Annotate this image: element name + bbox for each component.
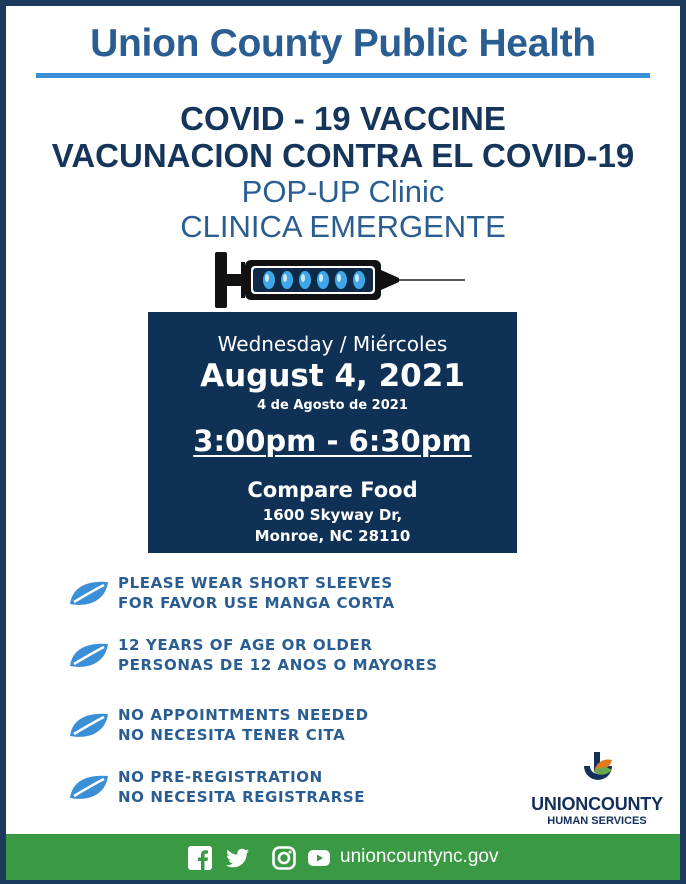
note-english: NO PRE-REGISTRATION — [118, 768, 323, 786]
note-item — [68, 766, 508, 810]
headline-spanish: VACUNACION CONTRA EL COVID-19 — [51, 137, 635, 174]
event-address-line2: Monroe, NC 28110 — [254, 527, 411, 545]
event-day: Wednesday / Miércoles — [217, 332, 448, 356]
instagram-icon[interactable] — [272, 846, 296, 870]
subheadline-english: POP-UP Clinic — [241, 174, 445, 209]
syringe-icon — [213, 248, 469, 312]
note-item — [68, 634, 508, 678]
event-time: 3:00pm - 6:30pm — [193, 424, 472, 458]
event-details-box — [148, 312, 517, 553]
logo-name-part2: COUNTY — [588, 794, 663, 814]
leaf-bullet-icon — [68, 640, 110, 670]
union-county-emblem-icon — [580, 752, 616, 792]
event-date-spanish: 4 de Agosto de 2021 — [257, 398, 408, 413]
leaf-bullet-icon — [68, 578, 110, 608]
youtube-icon[interactable] — [308, 848, 330, 868]
logo-wordmark — [518, 794, 676, 815]
note-item — [68, 704, 508, 748]
logo-subtitle: HUMAN SERVICES — [547, 815, 647, 827]
union-county-logo — [518, 748, 676, 832]
note-spanish: FOR FAVOR USE MANGA CORTA — [118, 594, 395, 612]
event-location-name: Compare Food — [247, 478, 418, 502]
note-english: 12 YEARS OF AGE OR OLDER — [118, 636, 373, 654]
subheadline-spanish: CLINICA EMERGENTE — [180, 209, 506, 244]
twitter-icon[interactable] — [226, 846, 250, 870]
logo-name-part1: UNION — [531, 794, 589, 814]
facebook-icon[interactable] — [188, 846, 212, 870]
note-spanish: NO NECESITA REGISTRARSE — [118, 788, 366, 806]
leaf-bullet-icon — [68, 710, 110, 740]
leaf-bullet-icon — [68, 772, 110, 802]
org-title: Union County Public Health — [90, 22, 596, 65]
event-date: August 4, 2021 — [200, 358, 465, 394]
event-address-line1: 1600 Skyway Dr, — [262, 506, 403, 524]
note-item — [68, 572, 508, 616]
website-link[interactable]: unioncountync.gov — [340, 846, 499, 867]
note-english: PLEASE WEAR SHORT SLEEVES — [118, 574, 393, 592]
title-divider — [36, 73, 650, 78]
note-spanish: NO NECESITA TENER CITA — [118, 726, 346, 744]
footer-bar — [6, 834, 680, 880]
headline-english: COVID - 19 VACCINE — [180, 100, 506, 137]
note-english: NO APPOINTMENTS NEEDED — [118, 706, 369, 724]
note-spanish: PERSONAS DE 12 ANOS O MAYORES — [118, 656, 438, 674]
